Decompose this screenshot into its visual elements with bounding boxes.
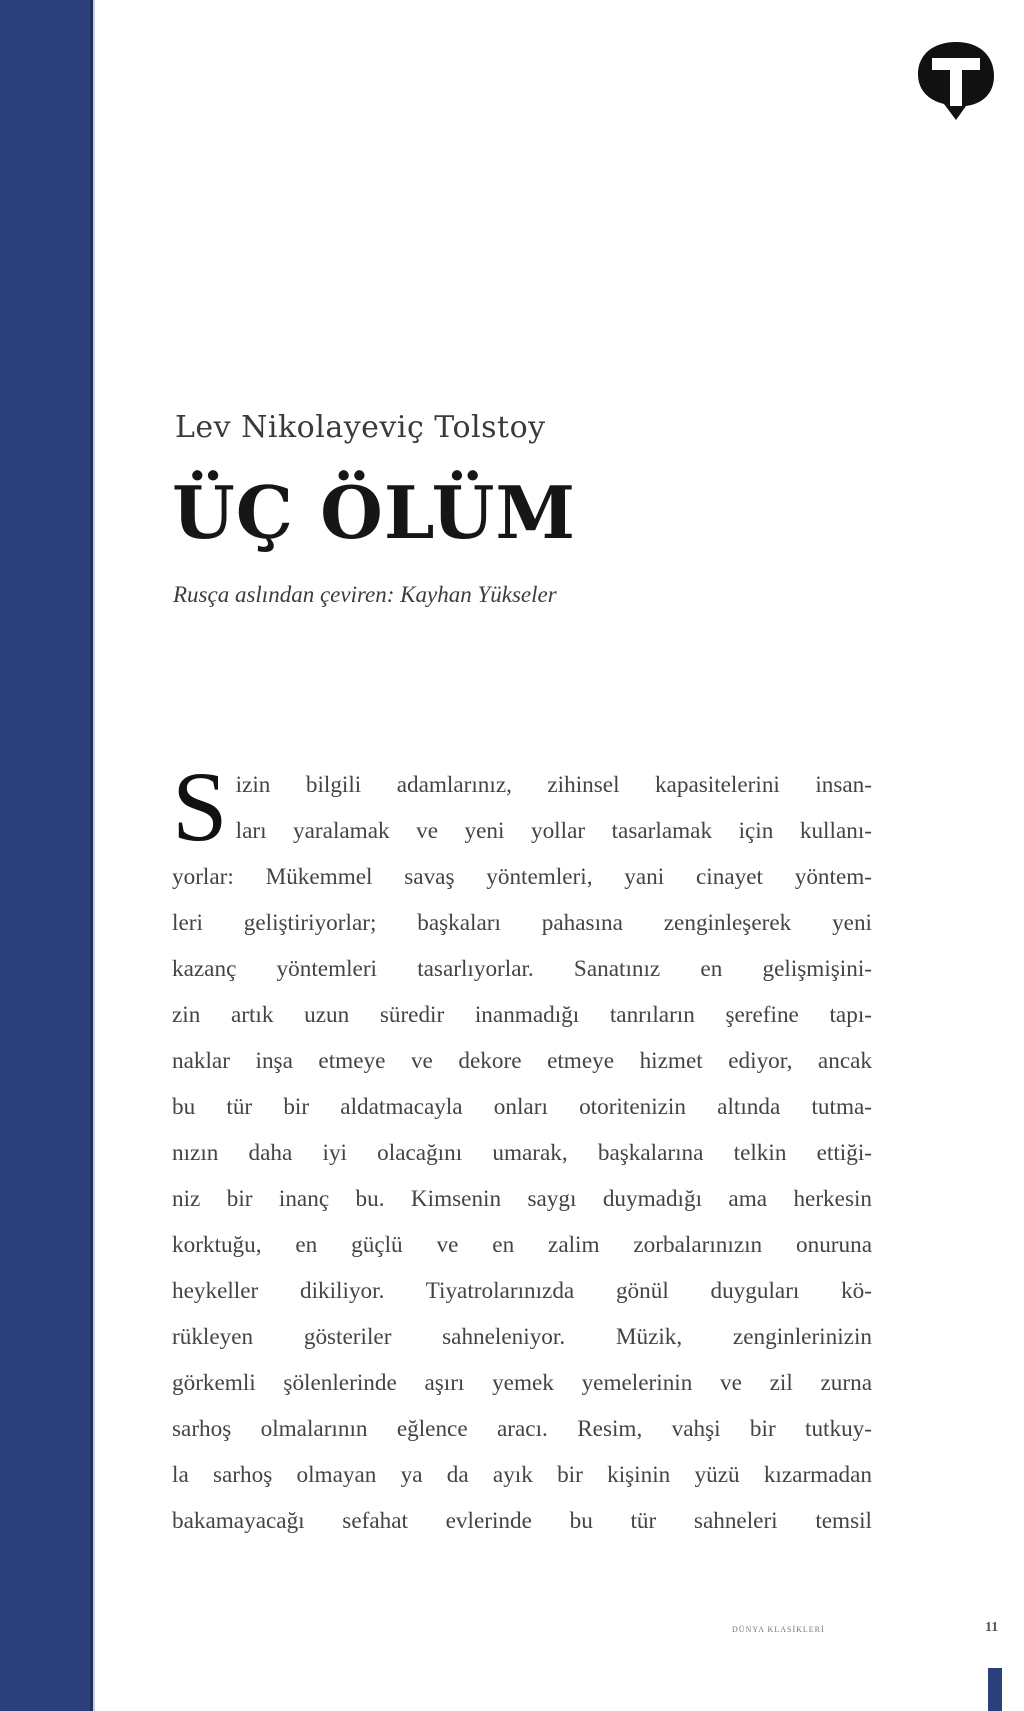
text-line: sarhoş olmalarının eğlence aracı. Resim, vahşi bir tutkuy- [172, 1416, 872, 1442]
text-line: bu tür bir aldatmacayla onları otoritenizin altında tutma- [172, 1094, 872, 1120]
author-name: Lev Nikolayeviç Tolstoy [175, 410, 546, 445]
text-line: ları yaralamak ve yeni yollar tasarlamak için kullanı- [235, 818, 872, 844]
text-line: naklar inşa etmeye ve dekore etmeye hizmet ediyor, ancak [172, 1048, 872, 1074]
book-spine-band [0, 0, 93, 1711]
text-line: zin artık uzun süredir inanmadığı tanrıların şerefine tapı- [172, 1002, 872, 1028]
publisher-logo-icon [914, 38, 998, 122]
text-line: rükleyen gösteriler sahneleniyor. Müzik, zenginlerinizin [172, 1324, 872, 1350]
book-title: ÜÇ ÖLÜM [172, 470, 577, 555]
page-number: 11 [985, 1620, 999, 1635]
text-line: leri geliştiriyorlar; başkaları pahasına zenginleşerek yeni [172, 910, 872, 936]
drop-cap: S [172, 751, 228, 862]
text-line: nızın daha iyi olacağını umarak, başkalarına telkin ettiği- [172, 1140, 872, 1166]
text-line: kazanç yöntemleri tasarlıyorlar. Sanatınız en gelişmişini- [172, 956, 872, 982]
text-line: yorlar: Mükemmel savaş yöntemleri, yani cinayet yöntem- [172, 864, 872, 890]
page-edge-tab [988, 1668, 1002, 1711]
text-line: izin bilgili adamlarınız, zihinsel kapasitelerini insan- [235, 772, 872, 798]
text-line: niz bir inanç bu. Kimsenin saygı duymadığı ama herkesin [172, 1186, 872, 1212]
text-line: la sarhoş olmayan ya da ayık bir kişinin yüzü kızarmadan [172, 1462, 872, 1488]
text-line: görkemli şölenlerinde aşırı yemek yemelerinin ve zil zurna [172, 1370, 872, 1396]
text-line: bakamayacağı sefahat evlerinde bu tür sahneleri temsil [172, 1508, 872, 1534]
translator-credit: Rusça aslından çeviren: Kayhan Yükseler [173, 582, 557, 607]
body-paragraph [172, 751, 872, 1544]
text-line: heykeller dikiliyor. Tiyatrolarınızda gönül duyguları kö- [172, 1278, 872, 1304]
text-line: korktuğu, en güçlü ve en zalim zorbalarınızın onuruna [172, 1232, 872, 1258]
series-label: DÜNYA KLASİKLERİ [732, 1625, 825, 1634]
